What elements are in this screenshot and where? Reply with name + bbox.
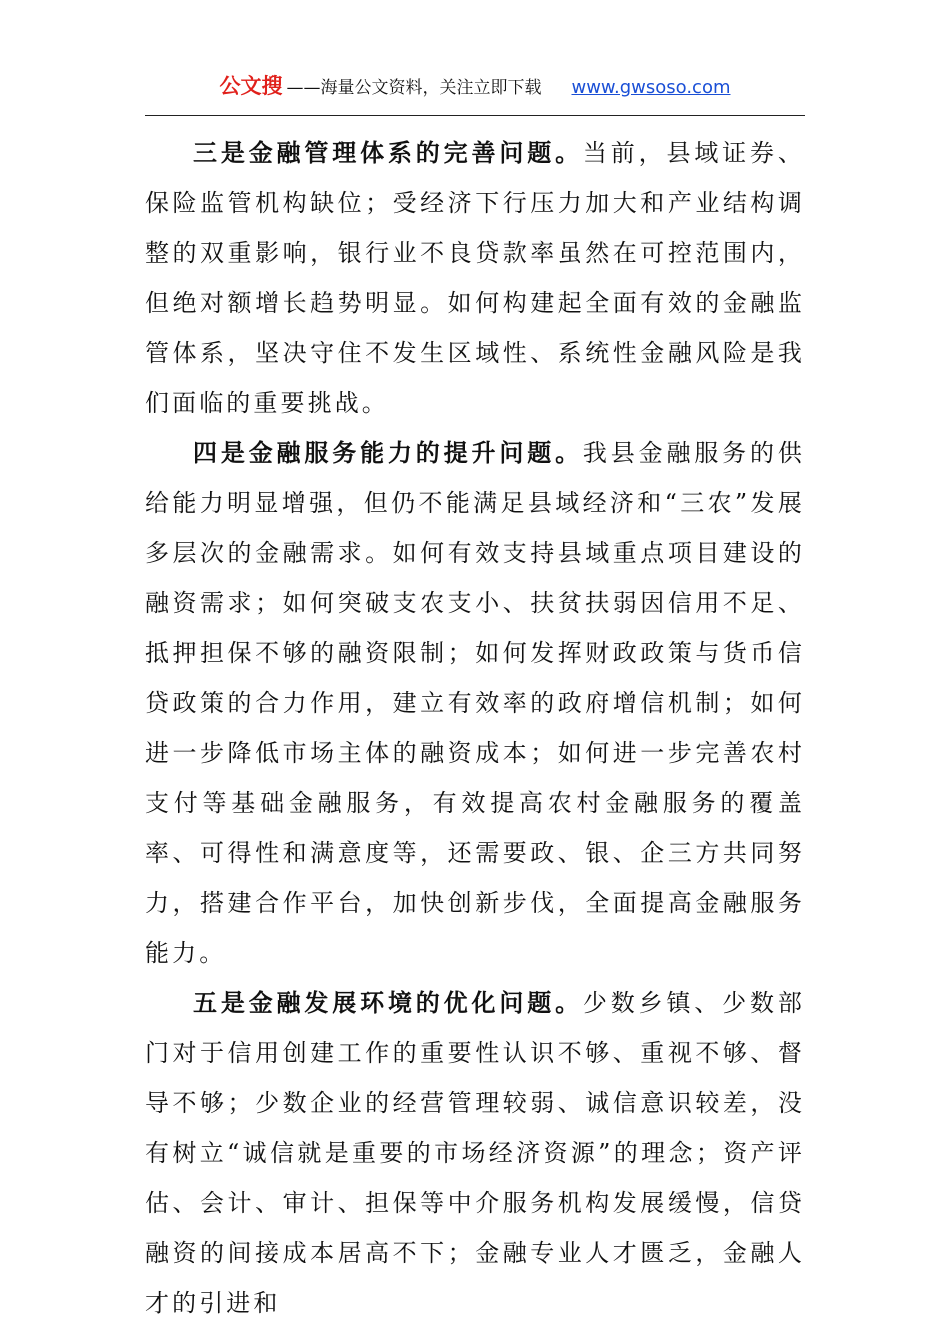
paragraph-lead: 五是金融发展环境的优化问题。 [193,988,583,1017]
header-tagline: ——海量公文资料，关注立即下载 [286,78,542,98]
page-header [145,70,805,104]
paragraph-text: 少数乡镇、少数部门对于信用创建工作的重要性认识不够、重视不够、督导不够；少数企业的经营管理较弱、诚信意识较差，没有树立“诚信就是重要的市场经济资源”的理念；资产评估、会计、审计、担保等中介服务机构发展缓慢，信贷融资的间接成本居高不下；金融专业人才匮乏，金融人才的引进和 [145,989,805,1317]
paragraph-financial-environment [145,978,805,1328]
document-body [145,128,805,1328]
header-divider [145,115,805,116]
paragraph-text: 当前，县域证券、保险监管机构缺位；受经济下行压力加大和产业结构调整的双重影响，银行业不良贷款率虽然在可控范围内，但绝对额增长趋势明显。如何构建起全面有效的金融监管体系，坚决守住不发生区域性、系统性金融风险是我们面临的重要挑战。 [145,139,805,417]
paragraph-lead: 四是金融服务能力的提升问题。 [193,438,583,467]
paragraph-lead: 三是金融管理体系的完善问题。 [193,138,583,167]
paragraph-financial-management [145,128,805,428]
brand-logo-text: 公文搜 [219,74,283,98]
website-link[interactable]: www.gwsoso.com [571,77,731,98]
paragraph-financial-services [145,428,805,978]
paragraph-text: 我县金融服务的供给能力明显增强，但仍不能满足县域经济和“三农”发展多层次的金融需求。如何有效支持县域重点项目建设的融资需求；如何突破支农支小、扶贫扶弱因信用不足、抵押担保不够的融资限制；如何发挥财政政策与货币信贷政策的合力作用，建立有效率的政府增信机制；如何进一步降低市场主体的融资成本；如何进一步完善农村支付等基础金融服务，有效提高农村金融服务的覆盖率、可得性和满意度等，还需要政、银、企三方共同努力，搭建合作平台，加快创新步伐，全面提高金融服务能力。 [145,439,805,967]
